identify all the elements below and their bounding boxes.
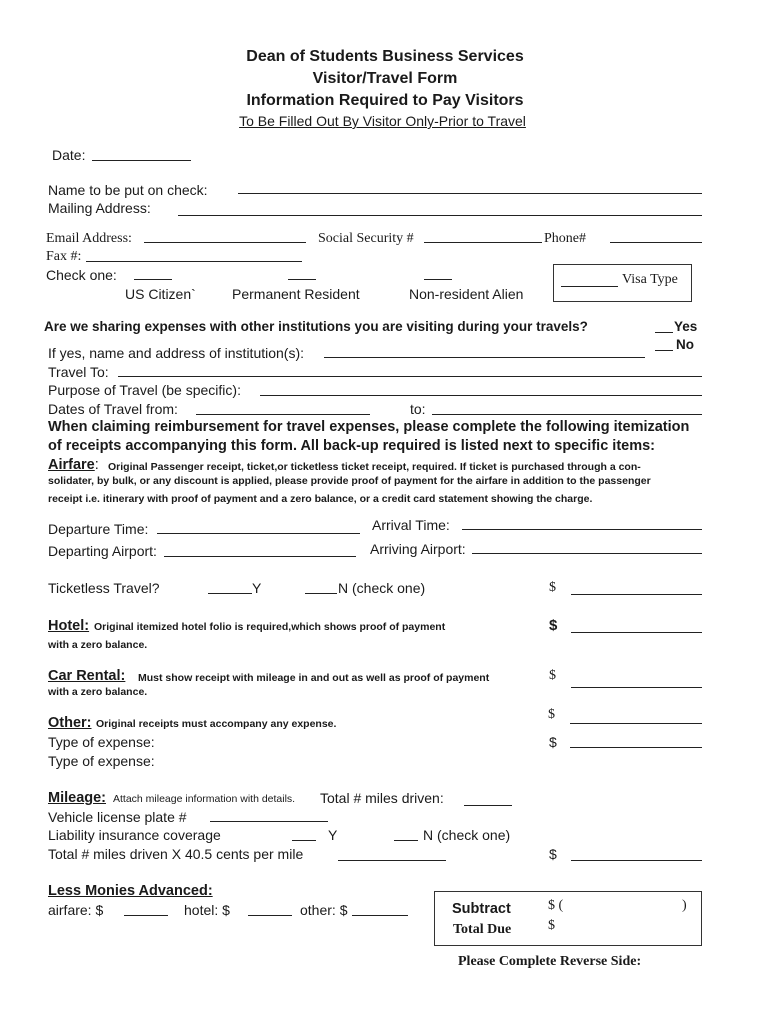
travel-to-field[interactable] — [118, 376, 702, 377]
subtract-amount-close: ) — [682, 898, 687, 913]
form-subtitle-info: Information Required to Pay Visitors — [246, 92, 524, 109]
sharing-yes-checkbox[interactable] — [655, 332, 673, 333]
type-of-expense-label-2: Type of expense: — [48, 753, 155, 769]
vehicle-plate-field[interactable] — [210, 821, 328, 822]
fax-label: Fax #: — [46, 249, 82, 264]
airfare-colon: : — [94, 457, 99, 473]
total-miles-label: Total # miles driven: — [320, 790, 444, 806]
phone-field[interactable] — [610, 242, 702, 243]
hotel-title: Hotel: — [48, 618, 90, 634]
arrival-time-label: Arrival Time: — [372, 517, 450, 533]
reimbursement-note-line1: When claiming reimbursement for travel expenses, please complete the following itemization — [48, 419, 690, 435]
airfare-amount-field[interactable] — [571, 594, 702, 595]
visa-type-box — [553, 264, 692, 302]
mileage-dollar-sign: $ — [549, 846, 557, 862]
form-instruction: To Be Filled Out By Visitor Only-Prior to Travel — [239, 113, 526, 129]
sharing-no-label: No — [676, 337, 694, 352]
mileage-amount-field[interactable] — [571, 860, 702, 861]
footer-note: Please Complete Reverse Side: — [458, 954, 642, 969]
other-amount-field-1[interactable] — [570, 723, 702, 724]
fax-field[interactable] — [86, 261, 302, 262]
insurance-yes-checkbox[interactable] — [292, 840, 316, 841]
total-miles-field[interactable] — [464, 805, 512, 806]
mileage-rate-label: Total # miles driven X 40.5 cents per mile — [48, 846, 304, 862]
form-title: Visitor/Travel Form — [312, 70, 458, 87]
ticketless-yes-label: Y — [252, 580, 262, 596]
phone-label: Phone# — [544, 231, 586, 246]
dates-from-field[interactable] — [196, 414, 370, 415]
permanent-resident-label: Permanent Resident — [232, 286, 360, 302]
ticketless-yes-checkbox[interactable] — [208, 593, 252, 594]
arriving-airport-label: Arriving Airport: — [370, 541, 466, 557]
vehicle-plate-label: Vehicle license plate # — [48, 809, 187, 825]
ssn-label: Social Security # — [318, 231, 414, 246]
visa-type-field[interactable] — [561, 286, 618, 287]
departing-airport-label: Departing Airport: — [48, 543, 157, 559]
us-citizen-checkbox[interactable] — [134, 279, 172, 280]
advanced-hotel-label: hotel: $ — [184, 902, 230, 918]
car-rental-title: Car Rental: — [48, 668, 126, 684]
travel-to-label: Travel To: — [48, 364, 109, 380]
insurance-no-label: N (check one) — [423, 827, 511, 843]
total-due-label: Total Due — [453, 922, 512, 937]
mailing-address-label: Mailing Address: — [48, 200, 151, 216]
departure-time-label: Departure Time: — [48, 521, 149, 537]
totals-box — [434, 891, 702, 946]
insurance-no-checkbox[interactable] — [394, 840, 418, 841]
name-on-check-field[interactable] — [238, 193, 702, 194]
advanced-airfare-field[interactable] — [124, 915, 168, 916]
name-on-check-label: Name to be put on check: — [48, 182, 208, 198]
dates-to-field[interactable] — [432, 414, 702, 415]
other-dollar-sign-2: $ — [549, 734, 557, 750]
email-field[interactable] — [144, 242, 306, 243]
non-resident-alien-checkbox[interactable] — [424, 279, 452, 280]
car-rental-dollar-sign: $ — [549, 668, 556, 683]
arriving-airport-field[interactable] — [472, 553, 702, 554]
sharing-question: Are we sharing expenses with other institutions you are visiting during your travels? — [44, 319, 588, 334]
advanced-airfare-label: airfare: $ — [48, 902, 104, 918]
subtract-amount-open: $ ( — [548, 898, 564, 913]
total-due-dollar-sign: $ — [548, 918, 555, 933]
advanced-other-field[interactable] — [352, 915, 408, 916]
non-resident-alien-label: Non-resident Alien — [409, 286, 524, 302]
other-amount-field-2[interactable] — [570, 747, 702, 748]
hotel-desc-line2: with a zero balance. — [48, 639, 148, 651]
type-of-expense-label-1: Type of expense: — [48, 734, 155, 750]
mileage-desc: Attach mileage information with details. — [113, 793, 296, 805]
car-rental-desc-line2: with a zero balance. — [48, 686, 148, 698]
ticketless-no-checkbox[interactable] — [305, 593, 337, 594]
hotel-desc-line1: Original itemized hotel folio is required,which shows proof of payment — [94, 621, 446, 633]
airfare-desc-line1: Original Passenger receipt, ticket,or ticketless ticket receipt, required. If ticket is purchased through a con- — [108, 461, 641, 473]
advanced-hotel-field[interactable] — [248, 915, 292, 916]
departing-airport-field[interactable] — [164, 556, 356, 557]
airfare-title: Airfare — [48, 457, 95, 473]
other-dollar-sign-1: $ — [548, 707, 555, 722]
institution-label: If yes, name and address of institution(s): — [48, 345, 305, 361]
dates-from-label: Dates of Travel from: — [48, 401, 178, 417]
dates-to-label: to: — [410, 401, 426, 417]
airfare-desc-line2: solidater, by bulk, or any discount is applied, please provide proof of payment for the airfare in addition to the passenger — [48, 475, 651, 487]
mailing-address-field[interactable] — [178, 215, 702, 216]
insurance-label: Liability insurance coverage — [48, 827, 221, 843]
subtract-label: Subtract — [452, 901, 511, 917]
purpose-label: Purpose of Travel (be specific): — [48, 382, 241, 398]
form-agency-title: Dean of Students Business Services — [246, 48, 524, 65]
car-rental-desc-line1: Must show receipt with mileage in and out as well as proof of payment — [138, 672, 490, 684]
sharing-no-checkbox[interactable] — [655, 350, 673, 351]
hotel-amount-field[interactable] — [571, 632, 702, 633]
insurance-yes-label: Y — [328, 827, 338, 843]
purpose-field[interactable] — [260, 395, 702, 396]
visa-type-label: Visa Type — [622, 272, 678, 287]
reimbursement-note-line2: of receipts accompanying this form. All back-up required is listed next to specific items: — [48, 438, 655, 454]
airfare-dollar-sign: $ — [549, 580, 556, 595]
advanced-other-label: other: $ — [300, 902, 348, 918]
airfare-desc-line3: receipt i.e. itinerary with proof of payment and a zero balance, or a credit card statement showing the charge. — [48, 493, 593, 505]
airfare-heading — [48, 457, 99, 473]
ssn-field[interactable] — [424, 242, 542, 243]
mileage-title: Mileage: — [48, 790, 107, 806]
hotel-dollar-sign: $ — [549, 617, 558, 634]
ticketless-no-label: N (check one) — [338, 580, 426, 596]
other-desc: Original receipts must accompany any expense. — [96, 718, 337, 730]
date-label: Date: — [52, 147, 86, 163]
mileage-rate-field[interactable] — [338, 860, 446, 861]
advanced-title: Less Monies Advanced: — [48, 883, 213, 899]
check-one-label: Check one: — [46, 267, 117, 283]
permanent-resident-checkbox[interactable] — [288, 279, 316, 280]
ticketless-label: Ticketless Travel? — [48, 580, 160, 596]
departure-time-field[interactable] — [157, 533, 360, 534]
car-rental-amount-field[interactable] — [571, 687, 702, 688]
other-title: Other: — [48, 715, 92, 731]
institution-field[interactable] — [324, 357, 645, 358]
sharing-yes-label: Yes — [674, 319, 698, 334]
email-label: Email Address: — [46, 231, 132, 246]
arrival-time-field[interactable] — [462, 529, 702, 530]
us-citizen-label: US Citizen` — [125, 286, 196, 302]
date-field[interactable] — [92, 160, 191, 161]
